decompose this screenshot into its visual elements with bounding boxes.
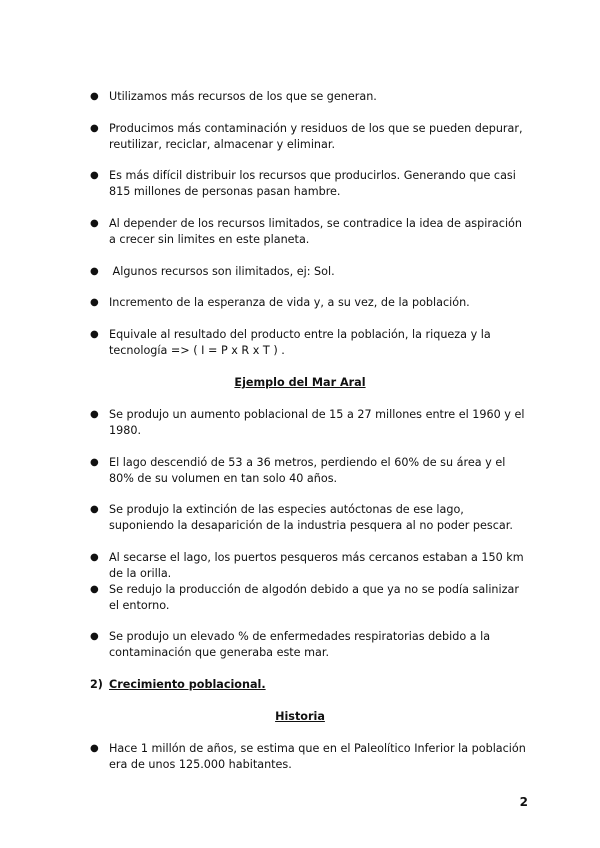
bullet-icon: ● [90,743,99,754]
list-item [90,455,530,486]
bullet-icon: ● [90,123,99,134]
list-item-text: Algunos recursos son ilimitados, ej: Sol. [109,265,335,278]
heading-number: 2) [90,678,103,691]
list-item [90,264,530,280]
page-number: 2 [519,795,528,809]
bullet-icon: ● [90,409,99,420]
list-item [90,168,530,199]
list-item-text: Equivale al resultado del producto entre la población, la riqueza y la tecnología => ( I = P x R x T ) . [109,328,491,357]
list-item-text: Se produjo un aumento poblacional de 15 a 27 millones entre el 1960 y el 1980. [109,408,525,437]
list-item [90,502,530,533]
list-item [90,216,530,247]
bullet-icon: ● [90,329,99,340]
list-item [90,741,530,772]
list-item [90,629,530,660]
list-item-text: Producimos más contaminación y residuos de los que se pueden depurar, reutilizar, reciclar, almacenar y eliminar. [109,122,523,151]
list-item [90,89,530,105]
section-heading-mar-aral: Ejemplo del Mar Aral [234,376,366,389]
list-item-text: Se redujo la producción de algodón debido a que ya no se podía salinizar el entorno. [109,583,519,612]
list-item [90,295,530,311]
numbered-heading [90,677,530,693]
list-item [90,121,530,152]
list-item-text: Se produjo un elevado % de enfermedades respiratorias debido a la contaminación que generaba este mar. [109,630,491,659]
list-item-text: Al depender de los recursos limitados, se contradice la idea de aspiración a crecer sin limites en este planeta. [109,217,522,246]
bullet-icon: ● [90,218,99,229]
heading-title: Crecimiento poblacional. [109,678,266,691]
list-item [90,582,530,613]
bullet-icon: ● [90,170,99,181]
bullet-icon: ● [90,504,99,515]
list-item-text: Se produjo la extinción de las especies autóctonas de ese lago, suponiendo la desaparición de la industria pesquera al no poder pescar. [109,503,513,532]
list-item [90,407,530,438]
bullet-icon: ● [90,91,99,102]
list-item-text: Es más difícil distribuir los recursos que producirlos. Generando que casi 815 millones de personas pasan hambre. [109,169,516,198]
list-item-text: Utilizamos más recursos de los que se generan. [109,90,377,103]
list-item [90,550,530,581]
bullet-icon: ● [90,631,99,642]
section-heading-historia: Historia [275,710,325,723]
list-item-text: El lago descendió de 53 a 36 metros, perdiendo el 60% de su área y el 80% de su volumen en tan solo 40 años. [109,456,506,485]
bullet-icon: ● [90,266,99,277]
bullet-icon: ● [90,457,99,468]
list-item-text: Al secarse el lago, los puertos pesqueros más cercanos estaban a 150 km de la orilla. [109,551,524,580]
bullet-icon: ● [90,297,99,308]
list-item-text: Hace 1 millón de años, se estima que en el Paleolítico Inferior la población era de unos 125.000 habitantes. [109,742,526,771]
bullet-icon: ● [90,584,99,595]
bullet-icon: ● [90,552,99,563]
list-item [90,327,530,358]
list-item-text: Incremento de la esperanza de vida y, a su vez, de la población. [109,296,470,309]
